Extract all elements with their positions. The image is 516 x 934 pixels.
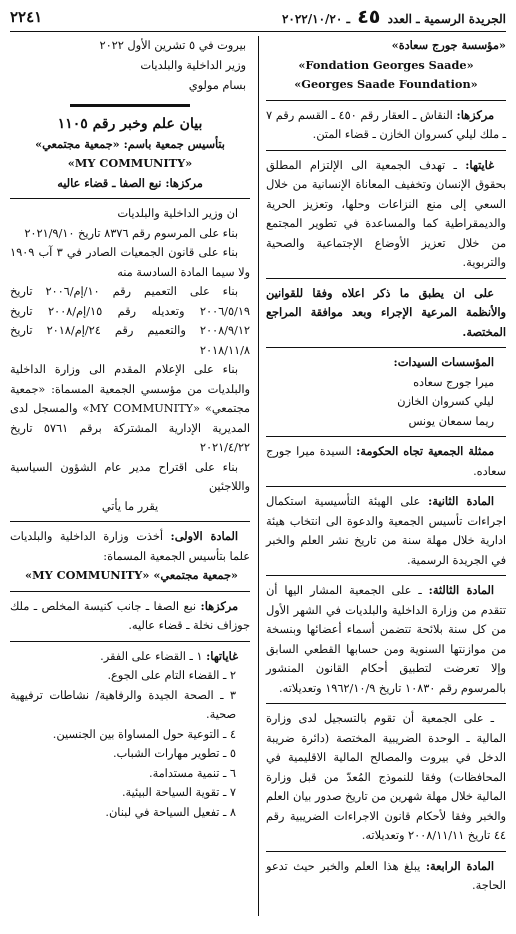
statement-headquarters: مركزها: نبع الصفا ـ قضاء عاليه xyxy=(57,175,203,190)
divider xyxy=(266,347,506,348)
page-header xyxy=(10,6,506,28)
article-2-label: المادة الثانية: xyxy=(428,494,494,508)
article-3-text: ـ على الجمعية المشار اليها أن تتقدم من وزارة الداخلية والبلديات في الشهر الأول من كل سنة بلائحة تتضمن أسماء أعضائها وبنسخة من موازنتها السنوية ومن حسابها القطعي السابق وإلا تعرضت لتطبيق أحكام القانون المنشور بالمرسوم رقم ١٠٨٣٠ تاريخ ١٩٦٢/١٠/٩ وتعديلاته. xyxy=(266,584,506,695)
goals-label: غاياتها: xyxy=(206,648,238,663)
article-1 xyxy=(10,527,250,566)
decides-line: يقرر ما يأتي xyxy=(101,499,159,513)
journal-title: الجريدة الرسمية ـ العدد xyxy=(387,12,506,26)
org-goals xyxy=(266,156,506,273)
article-3-label: المادة الثالثة: xyxy=(428,583,495,597)
founder-name: ميرا جورج سعاده xyxy=(413,375,494,389)
goal-item: ٦ ـ تنمية مستدامة. xyxy=(148,766,236,780)
column-divider xyxy=(258,36,259,916)
goals-list xyxy=(10,647,250,823)
divider xyxy=(266,703,506,704)
rep-label: ممثلة الجمعية تجاه الحكومة: xyxy=(356,444,495,458)
goal-item: ٨ ـ تفعيل السياحة في لبنان. xyxy=(105,805,236,819)
org-headquarters xyxy=(266,106,506,145)
signature-place-date: بيروت في ٥ تشرين الأول ٢٠٢٢ xyxy=(99,39,246,52)
org-name-en: «Georges Saade Foundation» xyxy=(294,77,478,91)
hq-text: نبع الصفا ـ جانب كنيسة المخلص ـ ملك جوزاف نخلة ـ قضاء عاليه. xyxy=(10,599,250,632)
preamble-line: بناء على اقتراح مدير عام الشؤون السياسية واللاجئين xyxy=(10,460,250,493)
divider xyxy=(266,575,506,576)
divider xyxy=(10,521,250,522)
preamble-line: بناء على المرسوم رقم ٨٣٧٦ تاريخ ٢٠٢١/٩/١٠ xyxy=(24,226,238,240)
preamble-line: ان وزير الداخلية والبلديات xyxy=(117,207,238,220)
hq-label: مركزها: xyxy=(456,107,494,122)
preamble-line: بناء على قانون الجمعيات الصادر في ٣ آب ١٩٠٩ ولا سيما المادة السادسة منه xyxy=(10,246,250,279)
article-1-text: أخذت وزارة الداخلية والبلديات علما بتأسيس الجمعية المسماة: xyxy=(10,530,250,563)
header-divider xyxy=(10,31,506,32)
rep-text: السيدة ميرا جورج سعاده. xyxy=(266,445,506,478)
article-4-text: يبلغ هذا العلم والخبر حيث تدعو الحاجة. xyxy=(266,859,506,892)
goal-item: ٧ ـ تقوية السياحة البيئية. xyxy=(121,786,236,799)
preamble-line: بناء على التعميم رقم ١٠/إم/٢٠٠٦ تاريخ ٢٠٠٦/٥/١٩ وتعديله رقم ١٥/إم/٢٠٠٨ تاريخ ٢٠٠٨/٩/١٢ والتعميم رقم ٢٤/إم/٢٠١٨ تاريخ ٢٠١٨/١١/٨ xyxy=(10,285,250,357)
divider xyxy=(10,641,250,642)
founders-label: المؤسسات السيدات: xyxy=(393,355,494,369)
article-3 xyxy=(266,581,506,698)
statement-latin-name: «MY COMMUNITY» xyxy=(67,156,193,170)
association-name: «جمعية مجتمعي» «MY COMMUNITY» xyxy=(25,568,238,582)
preamble-line: بناء على الإعلام المقدم الى وزارة الداخلية والبلديات من مؤسسي الجمعية المسماة: «جمعية مجتمعي» «MY COMMUNITY» والمسجل لدى المديرية الإدارية المشتركة برقم ٥٧٦١ تاريخ ٢٠٢١/٤/٢٢ xyxy=(10,363,250,454)
divider xyxy=(266,436,506,437)
minister-signature xyxy=(10,36,250,96)
issue-date: ـ ٢٠٢٢/١٠/٢٠ xyxy=(281,12,350,26)
article-1-label: المادة الاولى: xyxy=(170,529,238,543)
hq-label: مركزها: xyxy=(200,598,238,613)
divider xyxy=(266,100,506,101)
journal-heading xyxy=(282,6,506,28)
founder-name: ليلي كسروان الخازن xyxy=(397,395,494,408)
left-column xyxy=(10,36,250,822)
signature-title: وزير الداخلية والبلديات xyxy=(140,59,246,72)
article-4 xyxy=(266,857,506,896)
goal-item: ٤ ـ التوعية حول المساواة بين الجنسين. xyxy=(52,727,236,741)
hq-text: النقاش ـ العقار رقم ٤٥٠ ـ القسم رقم ٧ ـ ملك ليلي كسروان الخازن ـ قضاء المتن. xyxy=(266,108,506,141)
divider xyxy=(266,150,506,151)
divider xyxy=(266,851,506,852)
right-column xyxy=(266,36,506,896)
goal-item xyxy=(10,647,250,667)
statement-title: بيان علم وخبر رقم ١١٠٥ xyxy=(57,116,203,132)
government-representative xyxy=(266,442,506,481)
divider xyxy=(266,486,506,487)
tax-registration: ـ على الجمعية أن تقوم بالتسجيل لدى وزارة المالية ـ الوحدة الضريبية المختصة (دائرة ضريبة الدخل في بيروت والمصالح المالية الاقليمية في المحافظات) وفقا للنموذج المُعدّ من قبل وزارة المالية خلال مهلة شهرين من تاريخ صدور بيان العلم والخبر وفقا لأحكام قانون الاجراءات الضريبية رقم ٤٤ تاريخ ٢٠٠٨/١١/١١ وتعديلاته. xyxy=(266,712,506,842)
divider xyxy=(10,198,250,199)
association-headquarters xyxy=(10,597,250,636)
goal-text: ١ ـ القضاء على الفقر. xyxy=(100,649,203,663)
org-name-ar: «مؤسسة جورج سعادة» xyxy=(391,38,506,52)
signature-name: بسام مولوي xyxy=(188,79,246,92)
divider xyxy=(10,591,250,592)
page-number: ٢٢٤١ xyxy=(10,8,43,26)
goal-item: ٢ ـ القضاء التام على الجوع. xyxy=(107,669,236,682)
section-bar xyxy=(70,104,190,107)
article-2 xyxy=(266,492,506,570)
goals-label: غايتها: xyxy=(465,157,494,172)
divider xyxy=(266,278,506,279)
goal-item: ٥ ـ تطوير مهارات الشباب. xyxy=(112,747,236,760)
org-name-fr: «Fondation Georges Saade» xyxy=(298,57,474,72)
article-4-label: المادة الرابعة: xyxy=(425,858,494,873)
issue-number: ٤٥ xyxy=(357,6,381,28)
legal-notice: على ان يطبق ما ذكر اعلاه وفقا للقوانين والأنظمة المرعية الإجراء وبعد موافقة المراجع المختصة. xyxy=(266,285,506,339)
founder-name: ريما سمعان يونس xyxy=(408,414,494,428)
statement-subtitle: بتأسيس جمعية باسم: «جمعية مجتمعي» xyxy=(35,136,225,151)
article-2-text: على الهيئة التأسيسية استكمال اجراءات تأسيس الجمعية والدعوة الى انتخاب هيئة ادارية خلال مهلة سنة من تاريخ نشر العلم والخبر في الجريدة الرسمية. xyxy=(266,495,506,567)
goal-item: ٣ ـ الصحة الجيدة والرفاهية/ نشاطات ترفيهية صحية. xyxy=(10,688,236,721)
goals-text: ـ تهدف الجمعية الى الإلتزام المطلق بحقوق الإنسان وتخفيف المعاناة الإنسانية من خلال السعي إلى منع النزاعات وحلها، وتعزيز الحرية والديمقراطية كما والمساعدة في تطوير المجتمع من خلال تعزيز الأوضاع الإجتماعية والصحية والتربوية. xyxy=(266,158,506,269)
